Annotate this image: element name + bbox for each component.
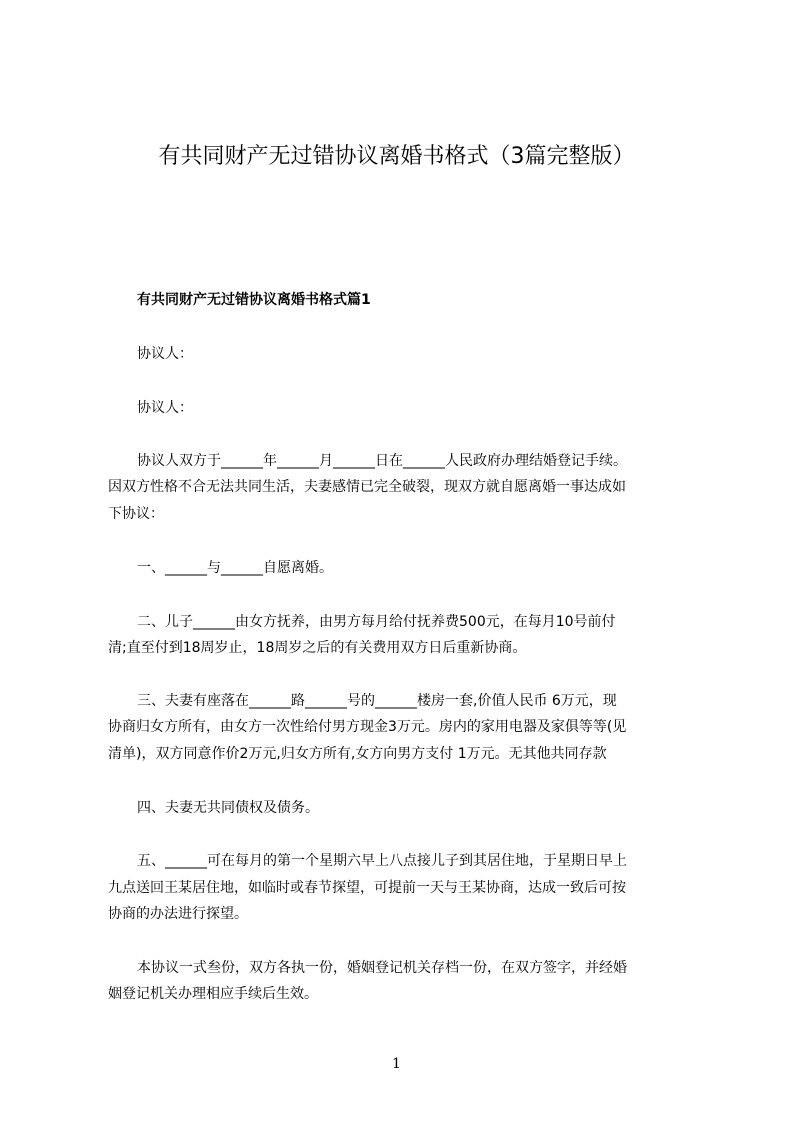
intro-line: 因双方性格不合无法共同生活，夫妻感情已完全破裂，现双方就自愿离婚一事达成如: [108, 479, 626, 495]
clause-3-line: 清单)，双方同意作价2万元,归女方所有,女方向男方支付 1万元。无其他共同存款: [108, 746, 607, 762]
party-b-label: 协议人：: [137, 400, 193, 416]
clause-3-line: 三、夫妻有座落在______路______号的______楼房一套,价值人民币 6万元，现: [137, 693, 617, 709]
party-a-label: 协议人：: [137, 346, 193, 362]
clause-5-line: 九点送回王某居住地，如临时或春节探望，可提前一天与王某协商，达成一致后可按: [108, 880, 626, 896]
clause-1-line: 一、______与______自愿离婚。: [137, 560, 333, 576]
closing-line: 姻登记机关办理相应手续后生效。: [108, 986, 318, 1002]
clause-2-line: 清;直至付到18周岁止，18周岁之后的有关费用双方日后重新协商。: [108, 640, 527, 656]
clause-5-line: 协商的办法进行探望。: [108, 906, 248, 922]
closing-line: 本协议一式叁份，双方各执一份，婚姻登记机关存档一份，在双方签字，并经婚: [137, 960, 627, 976]
document-title: 有共同财产无过错协议离婚书格式（3篇完整版）: [158, 144, 635, 169]
clause-2-line: 二、儿子______由女方抚养，由男方每月给付抚养费500元，在每月10号前付: [137, 614, 616, 630]
clause-5-line: 五、______可在每月的第一个星期六早上八点接儿子到其居住地，于星期日早上: [137, 853, 627, 869]
intro-line: 协议人双方于______年______月______日在______人民政府办理结婚登记手续。: [137, 453, 627, 469]
page-number: 1: [392, 1056, 401, 1072]
intro-line: 下协议：: [108, 506, 164, 522]
clause-3-line: 协商归女方所有，由女方一次性给付男方现金3万元。房内的家用电器及家俱等等(见: [108, 719, 627, 735]
clause-4-line: 四、夫妻无共同债权及债务。: [137, 800, 319, 816]
section-heading: 有共同财产无过错协议离婚书格式篇1: [137, 292, 371, 308]
